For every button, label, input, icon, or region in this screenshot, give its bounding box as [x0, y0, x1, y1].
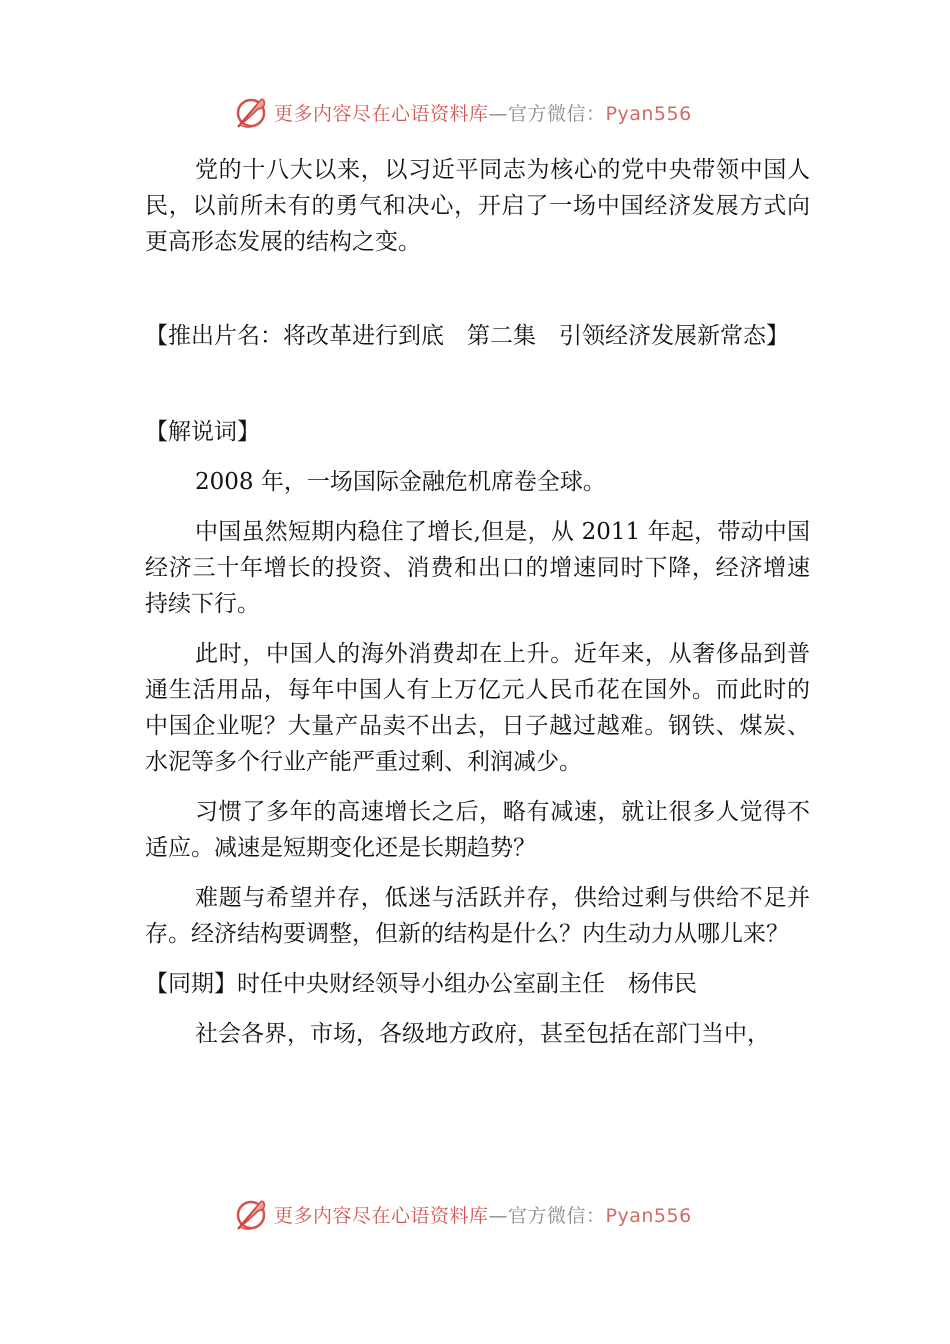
banner-dash: — [488, 1204, 509, 1227]
body-paragraph: 习惯了多年的高速增长之后，略有减速，就让很多人觉得不适应。减速是短期变化还是长期趋势？ [145, 799, 810, 861]
banner-wechat-id: Pyan556 [605, 1204, 692, 1227]
quill-pen-logo-icon [232, 1196, 270, 1232]
quill-pen-logo-icon [232, 94, 270, 130]
body-paragraph: 难题与希望并存，低迷与活跃并存，供给过剩与供给不足并存。经济结构要调整，但新的结构是什么？内生动力从哪儿来？ [145, 885, 810, 947]
body-paragraph: 此时，中国人的海外消费却在上升。近年来，从奢侈品到普通生活用品，每年中国人有上万亿元人民币花在国外。而此时的中国企业呢？大量产品卖不出去，日子越过越难。钢铁、煤炭、水泥等多个行业产能严重过剩、利润减少。 [145, 641, 810, 775]
banner-official-label: 官方微信： [508, 1204, 606, 1227]
body-paragraph-last: 社会各界，市场，各级地方政府，甚至包括在部门当中， [195, 1021, 770, 1047]
body-paragraph: 2008 年，一场国际金融危机席卷全球。 [195, 469, 606, 495]
body-paragraph: 中国虽然短期内稳住了增长,但是，从 2011 年起，带动中国经济三十年增长的投资、消费和出口的增速同时下降，经济增速持续下行。 [145, 519, 810, 617]
header-banner [232, 94, 692, 130]
footer-banner [232, 1196, 692, 1232]
banner-wechat-id: Pyan556 [605, 102, 692, 125]
narration-label: 【解说词】 [145, 419, 260, 445]
banner-main-text: 更多内容尽在心语资料库 [274, 1204, 489, 1227]
film-title: 【推出片名：将改革进行到底 第二集 引领经济发展新常态】 [145, 323, 789, 349]
document-body [145, 152, 810, 1052]
banner-official-label: 官方微信： [508, 102, 606, 125]
banner-main-text: 更多内容尽在心语资料库 [274, 102, 489, 125]
intro-paragraph: 党的十八大以来，以习近平同志为核心的党中央带领中国人民，以前所未有的勇气和决心，开启了一场中国经济发展方式向更高形态发展的结构之变。 [145, 157, 810, 255]
banner-dash: — [488, 102, 509, 125]
concurrent-label: 【同期】时任中央财经领导小组办公室副主任 杨伟民 [145, 971, 697, 997]
